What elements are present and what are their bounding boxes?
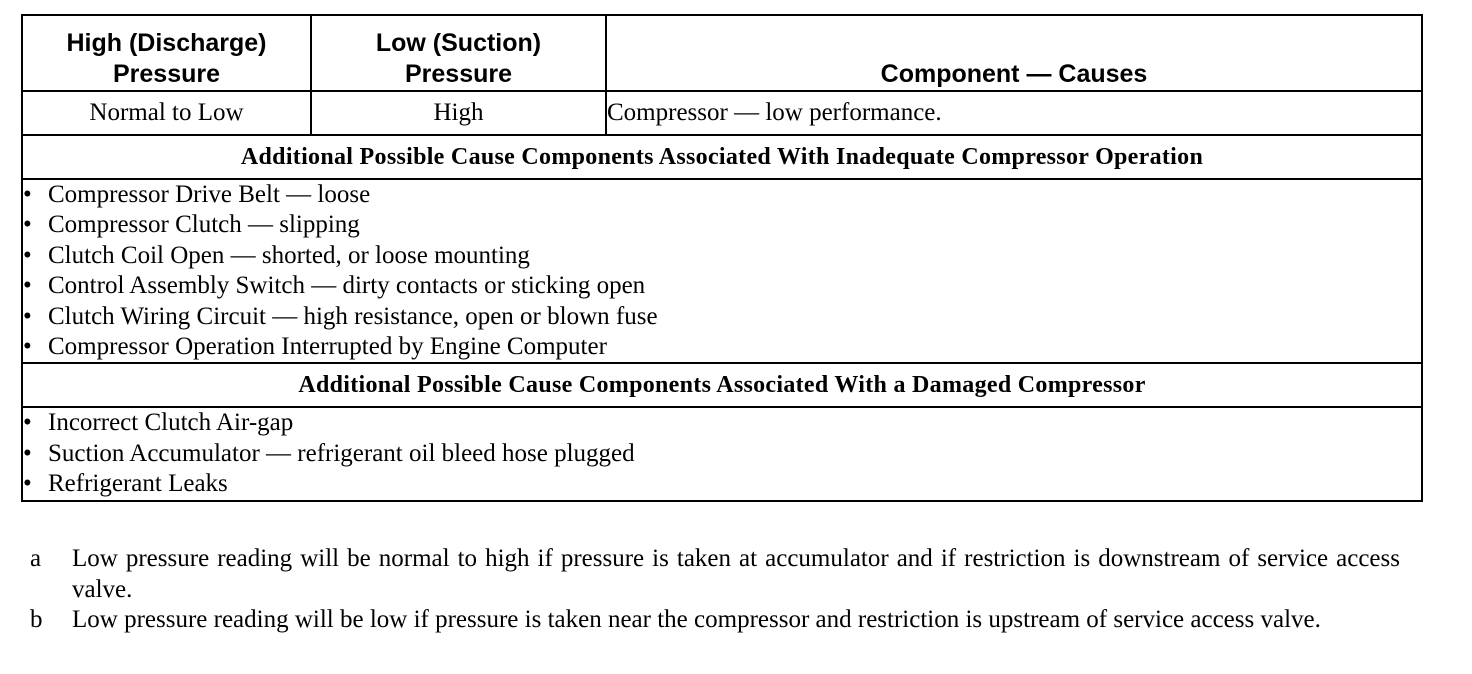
cell-low-pressure: High <box>311 91 606 135</box>
footnote-text: Low pressure reading will be low if pressure is taken near the compressor and restriction is upstream of service access valve. <box>72 606 1321 633</box>
header-low-pressure <box>311 15 606 91</box>
section-title-row <box>22 135 1422 179</box>
cell-high-pressure: Normal to Low <box>22 91 311 135</box>
cell-component: Compressor — low performance. <box>606 91 1422 135</box>
diagnosis-table <box>21 14 1423 502</box>
section-list-row <box>22 407 1422 500</box>
bullet-icon: • <box>23 302 32 330</box>
list-item-text: Suction Accumulator — refrigerant oil bleed hose plugged <box>48 439 635 467</box>
footnote-b <box>30 605 1400 636</box>
list-item <box>23 302 1421 332</box>
list-item <box>23 439 1421 469</box>
list-item <box>23 271 1421 301</box>
list-item <box>23 210 1421 240</box>
bullet-icon: • <box>23 409 32 437</box>
bullet-icon: • <box>23 470 32 498</box>
table-row <box>22 91 1422 135</box>
list-item-text: Clutch Coil Open — shorted, or loose mounting <box>48 241 530 269</box>
list-item-text: Compressor Clutch — slipping <box>48 211 360 239</box>
header-low-line-1: Low (Suction) <box>375 29 542 57</box>
list-item-text: Refrigerant Leaks <box>48 470 228 498</box>
footnote-a <box>30 544 1400 605</box>
section-list-row <box>22 179 1422 363</box>
section-list-damaged-compressor <box>22 407 1422 500</box>
list-item-text: Compressor Operation Interrupted by Engine Computer <box>48 333 607 361</box>
list-item <box>23 180 1421 210</box>
footnote-text: Low pressure reading will be normal to high if pressure is taken at accumulator and if restriction is downstream of service access valve. <box>72 545 1400 603</box>
bullet-icon: • <box>23 439 32 467</box>
header-high-line-1: High (Discharge) <box>66 29 267 57</box>
footnote-key: a <box>30 545 42 572</box>
list-item-text: Control Assembly Switch — dirty contacts or sticking open <box>48 272 646 300</box>
section-list-inadequate-operation <box>22 179 1422 363</box>
list-item <box>23 408 1421 438</box>
section-title-row <box>22 363 1422 407</box>
footnote-key: b <box>30 606 43 633</box>
header-component-causes <box>606 15 1422 91</box>
list-item-text: Clutch Wiring Circuit — high resistance, open or blown fuse <box>48 302 658 330</box>
header-high-pressure <box>22 15 311 91</box>
header-component-text: Component — Causes <box>880 60 1148 88</box>
bullet-icon: • <box>23 333 32 361</box>
bullet-icon: • <box>23 211 32 239</box>
list-item-text: Compressor Drive Belt — loose <box>48 181 371 208</box>
list-item-text: Incorrect Clutch Air-gap <box>48 409 294 437</box>
list-item <box>23 241 1421 271</box>
bullet-icon: • <box>23 272 32 300</box>
header-low-line-2: Pressure <box>404 60 513 88</box>
footnotes <box>30 544 1400 636</box>
table-header-row <box>22 15 1422 91</box>
diagnosis-table-container <box>21 14 1421 502</box>
bullet-icon: • <box>23 241 32 269</box>
list-item <box>23 469 1421 499</box>
bullet-icon: • <box>23 181 32 208</box>
list-item <box>23 332 1421 362</box>
section-title-damaged-compressor: Additional Possible Cause Components Associated With a Damaged Compressor <box>22 363 1422 407</box>
section-title-inadequate-operation: Additional Possible Cause Components Associated With Inadequate Compressor Operation <box>22 135 1422 179</box>
header-high-line-2: Pressure <box>112 60 221 88</box>
